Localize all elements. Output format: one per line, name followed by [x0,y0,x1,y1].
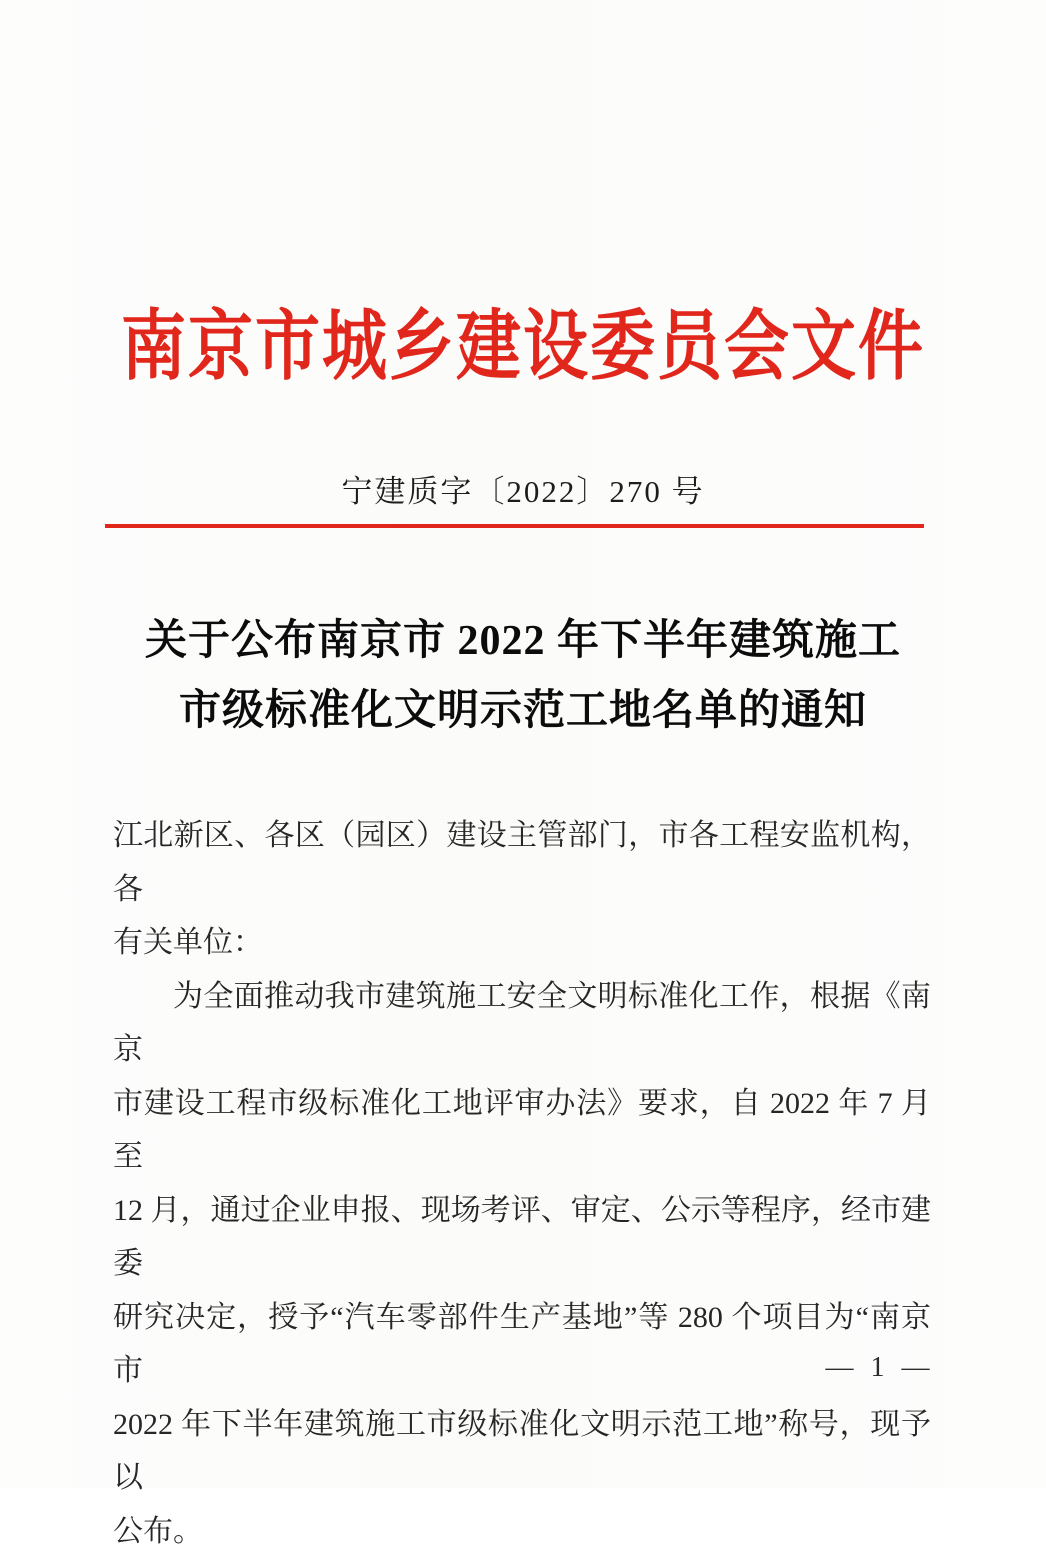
paragraph-line: 12 月，通过企业申报、现场考评、审定、公示等程序，经市建委 [113,1184,931,1291]
document-title [0,606,1046,746]
paragraph-line: 为全面推动我市建筑施工安全文明标准化工作，根据《南京 [113,970,931,1077]
paragraph-line: 市建设工程市级标准化工地评审办法》要求，自 2022 年 7 月至 [113,1077,931,1184]
document-title-line1: 关于公布南京市 2022 年下半年建筑施工 [0,606,1046,676]
page-number: — 1 — [818,1352,942,1384]
document-number: 宁建质字〔2022〕270 号 [0,466,1046,511]
paragraph-line: 公布。 [113,1505,931,1558]
paragraph-line: 研究决定，授予“汽车零部件生产基地”等 280 个项目为“南京市 [113,1291,931,1398]
salutation-line-2: 有关单位： [113,916,931,970]
document-body [113,809,931,1558]
document-title-line2: 市级标准化文明示范工地名单的通知 [0,676,1046,746]
issuing-org-title: 南京市城乡建设委员会文件 [0,284,1046,395]
red-divider-line [105,524,924,528]
paragraph-line: 2022 年下半年建筑施工市级标准化文明示范工地”称号，现予以 [113,1398,931,1505]
salutation-line-1: 江北新区、各区（园区）建设主管部门，市各工程安监机构，各 [113,809,931,916]
